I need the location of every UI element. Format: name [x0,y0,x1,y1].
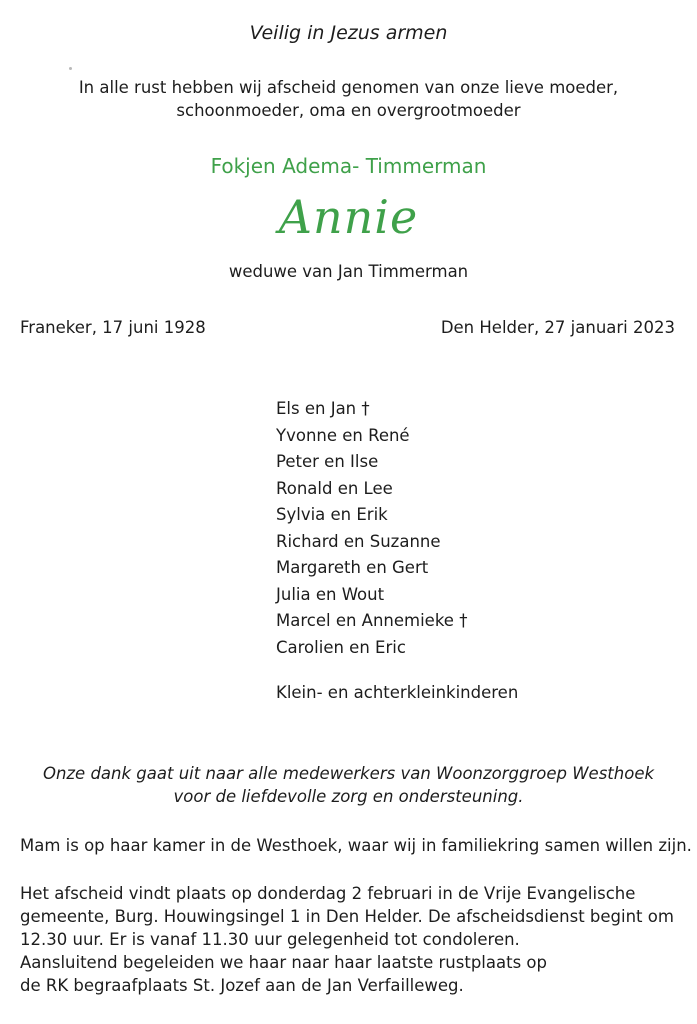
family-list [276,396,467,661]
deceased-call-name: Annie [278,190,419,244]
grandchildren-line: Klein- en achterkleinkinderen [276,683,519,702]
funeral-line-4: Aansluitend begeleiden we haar naar haar laatste rustplaats op [20,953,547,972]
family-item: Ronald en Lee [276,478,393,498]
funeral-line-3: 12.30 uur. Er is vanaf 11.30 uur gelegenheid tot condoleren. [20,930,520,949]
intro-line-2: schoonmoeder, oma en overgrootmoeder [176,101,521,120]
thanks-line-2: voor de liefdevolle zorg en ondersteuning. [173,787,524,806]
intro-line-1: In alle rust hebben wij afscheid genomen van onze lieve moeder, [78,78,619,97]
funeral-line-2: gemeente, Burg. Houwingsingel 1 in Den Helder. De afscheidsdienst begint om [20,907,674,926]
family-item: Sylvia en Erik [276,505,388,524]
death-place-date: Den Helder, 27 januari 2023 [440,318,675,337]
thanks-line-1: Onze dank gaat uit naar alle medewerkers van Woonzorggroep Westhoek [42,764,655,783]
funeral-line-1: Het afscheid vindt plaats op donderdag 2 februari in de Vrije Evangelische [20,884,636,903]
family-item: Carolien en Eric [276,637,406,657]
birth-place-date: Franeker, 17 juni 1928 [20,318,206,337]
motto: Veilig in Jezus armen [249,22,448,44]
location-note: Mam is op haar kamer in de Westhoek, waar wij in familiekring samen willen zijn. [20,836,692,855]
family-item: Peter en Ilse [276,452,379,471]
funeral-line-5: de RK begraafplaats St. Jozef aan de Jan Verfailleweg. [20,976,464,995]
family-item: Yvonne en René [276,425,410,445]
paper-speck [69,67,72,70]
widow-of: weduwe van Jan Timmerman [228,262,469,281]
family-item: Julia en Wout [276,584,385,604]
family-item: Marcel en Annemieke † [276,611,468,630]
family-item: Margareth en Gert [276,558,429,577]
family-item: Els en Jan † [276,399,370,418]
deceased-full-name: Fokjen Adema- Timmerman [210,154,487,178]
family-item: Richard en Suzanne [276,531,441,551]
